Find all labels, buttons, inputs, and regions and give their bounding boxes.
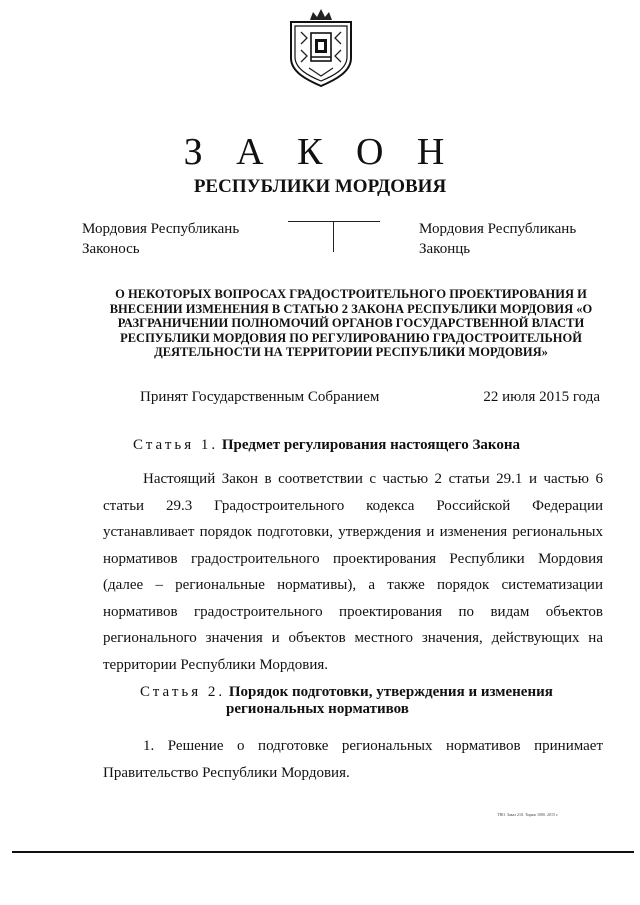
mordovian-left-line1: Мордовия Республикань bbox=[82, 221, 240, 237]
mordovian-label-left bbox=[82, 219, 239, 259]
adopted-by: Принят Государственным Собранием bbox=[140, 389, 380, 405]
registration-number-placeholder bbox=[288, 221, 380, 253]
law-heading: О НЕКОТОРЫХ ВОПРОСАХ ГРАДОСТРОИТЕЛЬНОГО ПРОЕКТИРОВАНИЯ И ВНЕСЕНИИ ИЗМЕНЕНИЯ В СТАТЬЮ 2 ЗАКОНА РЕСПУБЛИКИ МОРДОВИЯ «О РАЗГРАНИЧЕНИИ ПОЛНОМОЧИЙ ОРГАНОВ ГОСУДАРСТВЕННОЙ ВЛАСТИ РЕСПУБЛИКИ МОРДОВИЯ ПО РЕГУЛИРОВАНИЮ ГРАДОСТРОИТЕЛЬНОЙ ДЕЯТЕЛЬНОСТИ НА ТЕРРИТОРИИ РЕСПУБЛИКИ МОРДОВИЯ» bbox=[109, 287, 593, 360]
article-2-heading bbox=[140, 684, 553, 718]
print-imprint: ТВО. Заказ 210. Тираж 1000. 2015 г. bbox=[497, 812, 559, 817]
mordovian-right-line2: Законць bbox=[419, 241, 471, 257]
article-1-heading bbox=[133, 437, 520, 454]
article-2-label: Статья 2. bbox=[140, 684, 226, 700]
article-1-label: Статья 1. bbox=[133, 437, 219, 453]
coat-of-arms-mordovia-icon bbox=[283, 6, 359, 88]
article-2-title-line1: Порядок подготовки, утверждения и изменения bbox=[228, 684, 553, 700]
republic-title: РЕСПУБЛИКИ МОРДОВИЯ bbox=[193, 176, 447, 197]
article-2-title-line2: региональных нормативов bbox=[226, 701, 409, 717]
page-bottom-rule bbox=[12, 851, 634, 853]
article-2-text: 1. Решение о подготовке региональных нормативов принимает Правительство Республики Мордовия. bbox=[103, 738, 603, 781]
article-1-title: Предмет регулирования настоящего Закона bbox=[221, 437, 520, 453]
number-line bbox=[288, 221, 380, 222]
adoption-date: 22 июля 2015 года bbox=[483, 389, 600, 405]
article-1-text: Настоящий Закон в соответствии с частью 2 статьи 29.1 и частью 6 статьи 29.3 Градостроительного кодекса Российской Федерации устанавливает порядок подготовки, утверждения и изменения региональных нормативов градостроительного проектирования Республики Мордовия (далее – региональные нормативы), а также порядок систематизации нормативов градостроительного проектирования по видам объектов регионального значения и объектов местного значения, действующих на территории Республики Мордовия. bbox=[103, 471, 603, 673]
document-type-title: З А К О Н bbox=[183, 131, 457, 173]
mordovian-right-line1: Мордовия Республикань bbox=[419, 221, 577, 237]
mordovian-left-line2: Законось bbox=[82, 241, 140, 257]
number-divider bbox=[333, 221, 334, 252]
mordovian-label-right bbox=[419, 219, 576, 259]
